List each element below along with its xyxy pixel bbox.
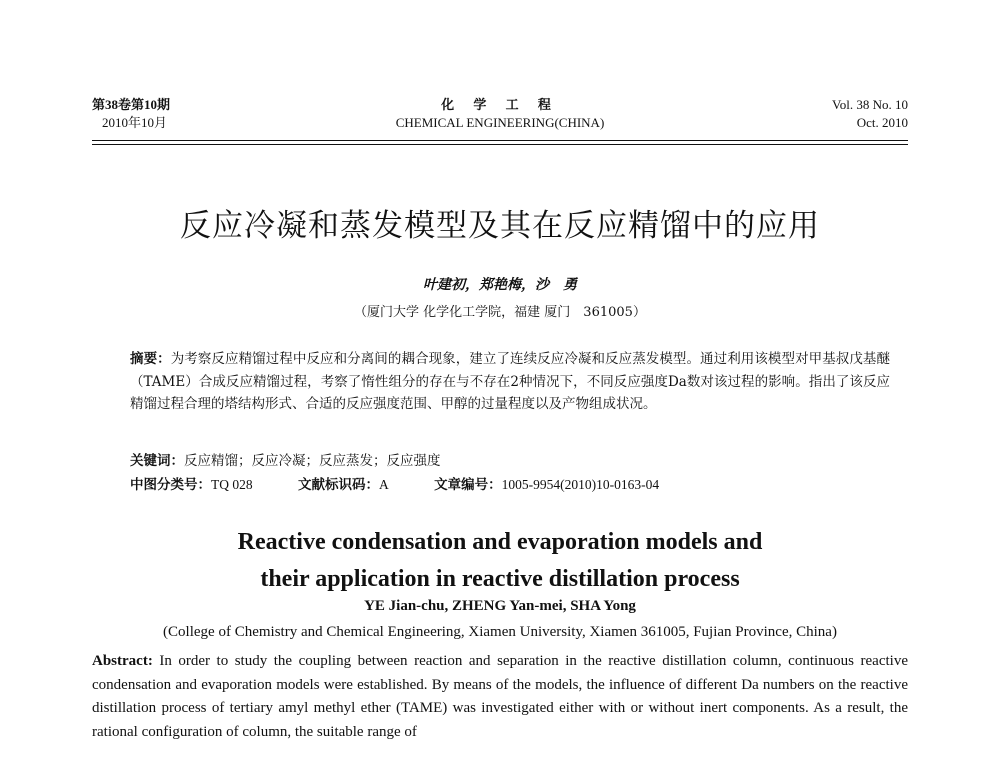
article-no-value: 1005-9954(2010)10-0163-04 (501, 477, 660, 492)
title-en-line1: Reactive condensation and evaporation models and (237, 529, 763, 555)
abstract-cn-label: 摘要： (130, 351, 171, 367)
abstract-cn (130, 348, 890, 416)
doc-code-value: A (379, 477, 389, 492)
authors-en: YE Jian-chu, ZHENG Yan-mei, SHA Yong (364, 598, 636, 614)
date-cn: 2010年10月 (102, 115, 168, 130)
clc-value: TQ 028 (211, 477, 253, 492)
article-number (434, 475, 659, 495)
abstract-en-label: Abstract: (92, 653, 153, 669)
title-en-line2: their application in reactive distillation process (260, 566, 740, 592)
header-rule-thick (92, 140, 908, 141)
affiliation-cn: （厦门大学 化学化工学院，福建 厦门 361005） (354, 305, 646, 320)
affiliation-en: (College of Chemistry and Chemical Engineering, Xiamen University, Xiamen 361005, Fujian Province, China) (163, 624, 837, 640)
authors-cn: 叶建初，郑艳梅，沙 勇 (423, 277, 577, 293)
volume-issue-cn: 第38卷第10期 (92, 97, 171, 112)
header-center (360, 96, 640, 132)
header-rule-thin (92, 144, 908, 145)
article-no-label: 文章编号： (434, 477, 502, 493)
document-code (298, 475, 389, 495)
doc-code-label: 文献标识码： (298, 477, 379, 493)
abstract-en (92, 650, 908, 744)
paper-title-cn: 反应冷凝和蒸发模型及其在反应精馏中的应用 (180, 208, 820, 244)
journal-name-cn: 化 学 工 程 (441, 97, 559, 112)
journal-name-en: CHEMICAL ENGINEERING(CHINA) (395, 115, 605, 130)
paper-title-en (0, 524, 1000, 598)
keywords-cn-label: 关键词： (130, 453, 184, 469)
abstract-en-text: In order to study the coupling between reaction and separation in the reactive distillation column, continuous reactive condensation and evaporation models were established. By means of the models, the influence of different Da numbers on the reactive distillation process of tertiary amyl methyl ether (TAME) was investigated either with or without inert components. As a result, the rational configuration of column, the suitable range of (92, 653, 908, 740)
classification-row (130, 475, 890, 495)
header-left (92, 96, 170, 132)
header-right (832, 96, 908, 132)
volume-issue-en: Vol. 38 No. 10 (832, 97, 908, 112)
keywords-cn-text: 反应精馏；反应冷凝；反应蒸发；反应强度 (184, 453, 441, 469)
clc-label: 中图分类号： (130, 477, 211, 493)
date-en: Oct. 2010 (856, 115, 908, 130)
abstract-cn-text: 为考察反应精馏过程中反应和分离间的耦合现象，建立了连续反应冷凝和反应蒸发模型。通过利用该模型对甲基叔戊基醚（TAME）合成反应精馏过程，考察了惰性组分的存在与不存在2种情况下，不同反应强度Da数对该过程的影响。指出了该反应精馏过程合理的塔结构形式、合适的反应强度范围、甲醇的过量程度以及产物组成状况。 (130, 351, 890, 412)
keywords-cn (130, 451, 890, 471)
clc-number (130, 475, 253, 495)
